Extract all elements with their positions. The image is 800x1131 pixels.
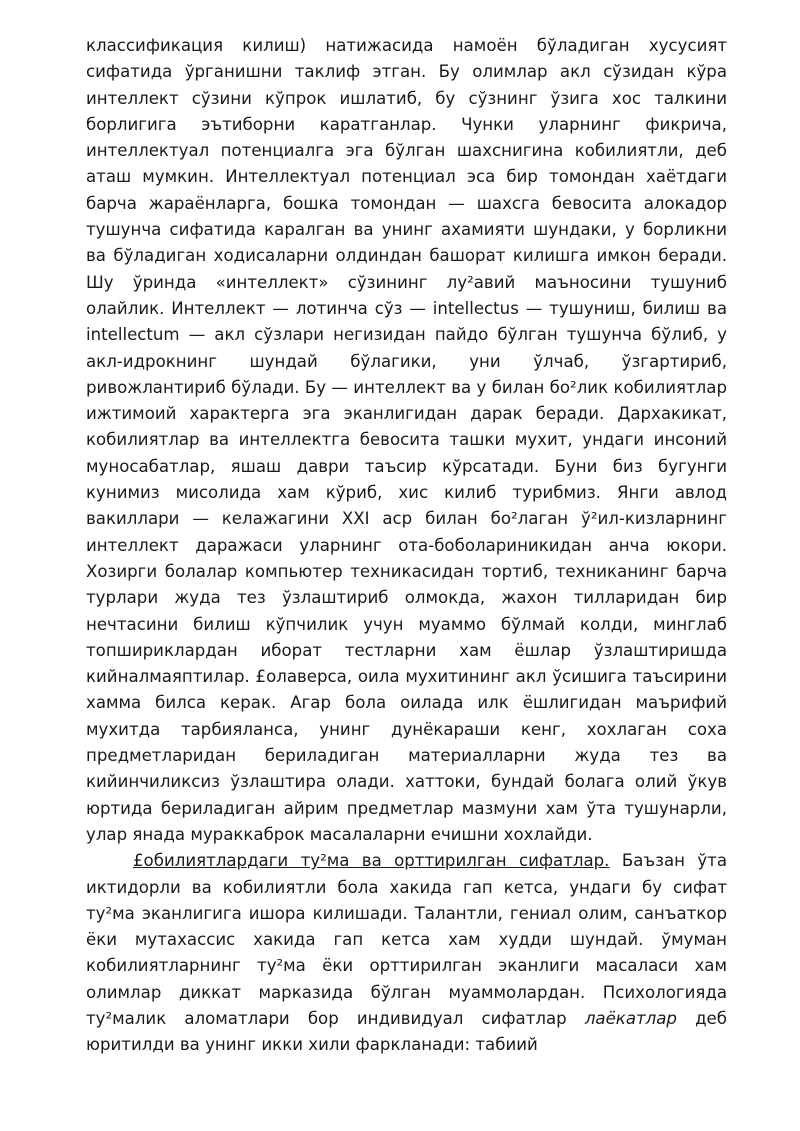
emphasized-term: лаёкатлар [584, 1008, 677, 1028]
paragraph-intelligence: классификация килиш) натижасида намоён бўладиган хусусият сифатида ўрганишни таклиф этган. Бу олимлар акл сўзидан кўра интеллект сўзини кўпрок ишлатиб, бу сўзнинг ўзига хос талкини борлигига эътиборни каратганлар. Чунки уларнинг фикрича, интеллектуал потенциалга эга бўлган шахснигина кобилиятли, деб аташ мумкин. Интеллектуал потенциал эса бир томондан хаётдаги барча жараёнларга, бошка томондан — шахсга бевосита алокадор тушунча сифатида каралган ва унинг ахамияти шундаки, у борликни ва бўладиган ходисаларни олдиндан башорат килишга имкон беради. Шу ўринда «интеллект» сўзининг лу²авий маъносини тушуниб олайлик. Интеллект — лотинча сўз — intellectus — тушуниш, билиш ва intellectum — акл сўзлари негизидан пайдо бўлган тушунча бўлиб, у акл-идрокнинг шундай бўлагики, уни ўлчаб, ўзгартириб, ривожлантириб бўлади. Бу — интеллект ва у билан бо²лик кобилиятлар ижтимоий характерга эга эканлигидан дарак беради. Дархакикат, кобилиятлар ва интеллектга бевосита ташки мухит, ундаги инсоний муносабатлар, яшаш даври таъсир кўрсатади. Буни биз бугунги кунимиз мисолида хам кўриб, хис килиб турибмиз. Янги авлод вакиллари — келажагини XXI аср билан бо²лаган ў²ил-кизларнинг интеллект даражаси уларнинг ота-боболариникидан анча юкори. Хозирги болалар компьютер техникасидан тортиб, техниканинг барча турлари жуда тез ўзлаштириб олмокда, жахон тилларидан бир нечтасини билиш кўпчилик учун муаммо бўлмай колди, минглаб топшириклардан иборат тестларни хам ёшлар ўзлаштиришда кийналмаяптилар. £олаверса, оила мухитининг акл ўсишига таъсирини хамма билса керак. Агар бола оилада илк ёшлигидан маърифий мухитда тарбияланса, унинг дунёкараши кенг, хохлаган соха предметларидан бериладиган материалларни жуда тез ва кийинчиликсиз ўзлаштира олади. хаттоки, бундай болага олий ўкув юртида бериладиган айрим предметлар мазмуни хам ўта тушунарли, улар янада мураккаброк масалаларни ечишни хохлайди. [86, 36, 727, 844]
paragraph-abilities [86, 848, 727, 1058]
document-page [86, 33, 727, 1059]
paragraph-text-part-a: Баъзан ўта иктидорли ва кобилиятли бола хакида гап кетса, ундаги бу сифат ту²ма эканлигига ишора килишади. Талантли, гениал олим, санъаткор ёки мутахассис хакида гап кетса хам худди шундай. ўмуман кобилиятларнинг ту²ма ёки орттирилган эканлиги масаласи хам олимлар диккат марказида бўлган муаммолардан. Психологияда ту²малик аломатлари бор индивидуал сифатлар [86, 851, 727, 1028]
paragraph-text-part-b: деб юритилди ва унинг икки хили фаркланади: табиий [86, 1008, 727, 1055]
section-heading: £обилиятлардаги ту²ма ва орттирилган сифатлар. [133, 851, 610, 871]
